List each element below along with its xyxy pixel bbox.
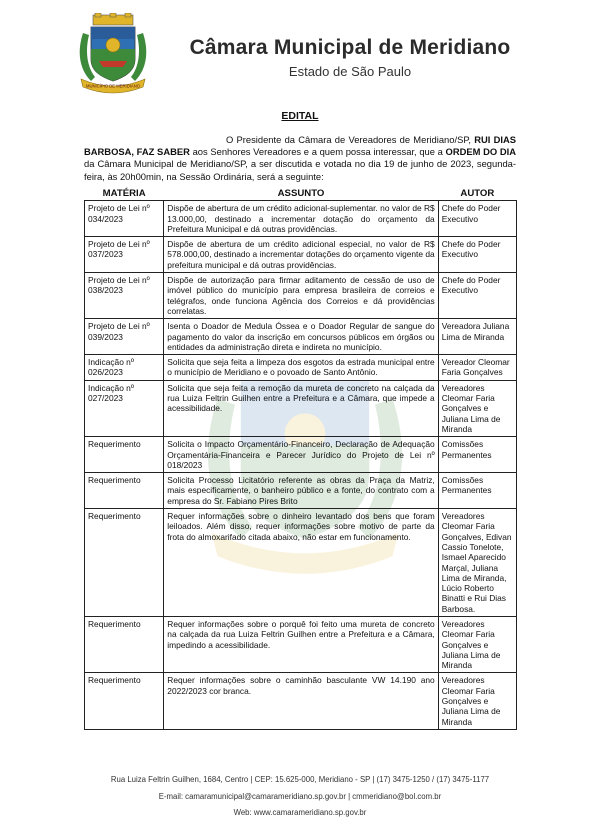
cell-autor: Comissões Permanentes — [438, 473, 516, 509]
table-row — [85, 237, 517, 273]
cell-assunto: Dispõe de abertura de um crédito adicional-suplementar. no valor de R$ 13.000,00, destinado a incrementar dotação do orçamento da Prefeitura Municipal e dá outras providências. — [164, 201, 438, 237]
header-assunto: ASSUNTO — [277, 188, 325, 199]
cell-assunto: Solicita que seja feita a remoção da mureta de concreto na calçada da rua Luiza Feltrin Guilhen entre a Prefeitura e a Câmara, que impede a acessibilidade. — [164, 380, 438, 436]
table-row — [85, 380, 517, 436]
intro-text-1: O Presidente da Câmara de Vereadores de Meridiano/SP, — [226, 134, 475, 145]
table-header-row — [85, 189, 517, 201]
table-row — [85, 201, 517, 237]
municipal-crest-icon — [77, 13, 149, 95]
footer-web: Web: www.camarameridiano.sp.gov.br — [233, 808, 367, 817]
cell-autor: Chefe do Poder Executivo — [438, 237, 516, 273]
intro-paragraph — [84, 134, 516, 183]
table-row — [85, 355, 517, 381]
intro-president-name: RUI DIAS BARBOSA, FAZ SABER — [84, 134, 516, 158]
header-autor: AUTOR — [460, 188, 495, 199]
table-body — [85, 201, 517, 730]
cell-materia: Requerimento — [85, 473, 164, 509]
cell-assunto: Isenta o Doador de Medula Óssea e o Doador Regular de sangue do pagamento do valor da inscrição em concursos públicos em órgãos ou entidades da administração direta e indireta no município. — [164, 319, 438, 355]
table-row — [85, 473, 517, 509]
cell-autor: Chefe do Poder Executivo — [438, 201, 516, 237]
cell-autor: Vereadores Cleomar Faria Gonçalves e Juliana Lima de Miranda — [438, 380, 516, 436]
cell-assunto: Requer informações sobre o caminhão basculante VW 14.190 ano 2022/2023 cor branca. — [164, 673, 438, 729]
table-row — [85, 319, 517, 355]
page-title: Câmara Municipal de Meridiano — [189, 36, 511, 59]
cell-materia: Projeto de Lei nº 039/2023 — [85, 319, 164, 355]
footer-address: Rua Luiza Feltrin Guilhen, 1684, Centro | CEP: 15.625-000, Meridiano - SP | (17) 3475-1250 / (17) 3475-1177 — [110, 775, 490, 784]
table-row — [85, 509, 517, 617]
agenda-table — [84, 189, 517, 730]
document-heading: EDITAL — [281, 110, 319, 122]
cell-materia: Requerimento — [85, 509, 164, 617]
table-row — [85, 437, 517, 473]
cell-assunto: Dispõe de abertura de um crédito adicional especial, no valor de R$ 578.000,00, destinado a incrementar dotações do orçamento vigente da prefeitura municipal e dá outras providências. — [164, 237, 438, 273]
cell-materia: Projeto de Lei nº 037/2023 — [85, 237, 164, 273]
cell-autor: Vereadores Cleomar Faria Gonçalves e Juliana Lima de Miranda — [438, 616, 516, 672]
cell-materia: Indicação nº 026/2023 — [85, 355, 164, 381]
intro-text-2: aos Senhores Vereadores e a quem possa interessar, que a — [189, 146, 446, 158]
cell-assunto: Solicita que seja feita a limpeza dos esgotos da estrada municipal entre o município de Meridiano e o povoado de Santo Antônio. — [164, 355, 438, 381]
cell-assunto: Dispõe de autorização para firmar aditamento de cessão de uso de imóvel público do município para empresa brasileira de correios e telégrafos, onde funciona Agência dos Correios e dá providências correlatas. — [164, 273, 438, 319]
cell-assunto: Requer informações sobre o porquê foi feito uma mureta de concreto na calçada da rua Luiza Feltrin Guilhen entre a Prefeitura e a Câmara, impedindo a acessibilidade. — [164, 616, 438, 672]
table-row — [85, 616, 517, 672]
header-materia: MATÉRIA — [102, 188, 146, 199]
intro-text-3: da Câmara Municipal de Meridiano/SP, a ser discutida e votada no dia 19 de junho de 2023, segunda-feira, às 20h00min, na Sessão Ordinária, será a seguinte: — [84, 158, 516, 182]
cell-assunto: Solicita Processo Licitatório referente as obras da Praça da Matriz, mais especificamente, o banheiro público e a fonte, do contrato com a empresa do Sr. Fabiano Pires Brito — [164, 473, 438, 509]
page-header — [0, 0, 600, 110]
cell-materia: Indicação nº 027/2023 — [85, 380, 164, 436]
cell-autor: Chefe do Poder Executivo — [438, 273, 516, 319]
cell-materia: Projeto de Lei nº 034/2023 — [85, 201, 164, 237]
table-row — [85, 273, 517, 319]
cell-materia: Requerimento — [85, 437, 164, 473]
cell-autor: Vereador Cleomar Faria Gonçalves — [438, 355, 516, 381]
footer-email: E-mail: camaramunicipal@camarameridiano.sp.gov.br | cmmeridiano@bol.com.br — [158, 792, 442, 801]
table-row — [85, 673, 517, 729]
page-subtitle: Estado de São Paulo — [288, 64, 412, 79]
cell-materia: Projeto de Lei nº 038/2023 — [85, 273, 164, 319]
cell-materia: Requerimento — [85, 616, 164, 672]
cell-assunto: Solicita o Impacto Orçamentário-Financeiro, Declaração de Adequação Orçamentária-Financeira e Parecer Jurídico do Projeto de Lei nº 018/2023 — [164, 437, 438, 473]
cell-materia: Requerimento — [85, 673, 164, 729]
cell-assunto: Requer informações sobre o dinheiro levantado dos bens que foram leiloados. Além disso, requer informações sobre motivo de parte da frota do almoxarifado citada abaixo, não estar em funcionamento. — [164, 509, 438, 617]
cell-autor: Vereadores Cleomar Faria Gonçalves, Edivan Cassio Tonelote, Ismael Aparecido Marçal, Juliana Lima de Miranda, Lúcio Roberto Binatti e Rui Dias Barbosa. — [438, 509, 516, 617]
crest-ribbon-text: MUNICÍPIO DE MERIDIANO — [86, 83, 140, 89]
cell-autor: Vereadora Juliana Lima de Miranda — [438, 319, 516, 355]
intro-ordem-do-dia: ORDEM DO DIA — [445, 146, 517, 158]
cell-autor: Vereadores Cleomar Faria Gonçalves e Juliana Lima de Miranda — [438, 673, 516, 729]
cell-autor: Comissões Permanentes — [438, 437, 516, 473]
